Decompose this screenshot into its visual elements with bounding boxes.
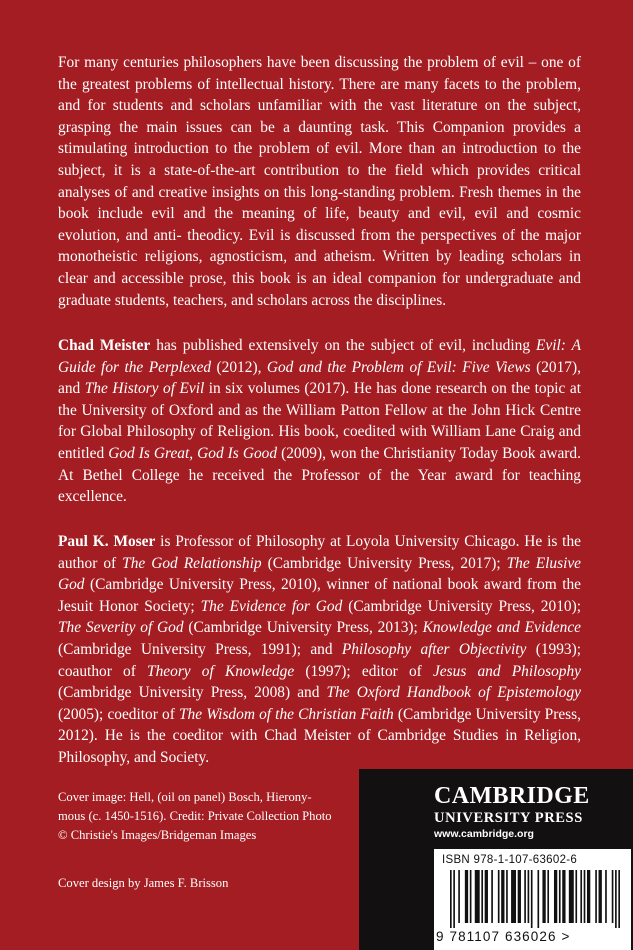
publisher-panel [359, 769, 633, 950]
barcode-bar [453, 870, 455, 928]
barcode-bar [498, 870, 500, 923]
author-name-moser: Paul K. Moser [58, 533, 156, 550]
barcode-icon [450, 870, 620, 928]
barcode-bar [618, 870, 620, 928]
barcode-panel [434, 849, 631, 950]
author-bio-meister: Chad Meister has published extensively on the subject of evil, including Evil: A Guide for the Perplexed (2012), God and the Problem of Evil: Five Views (2017), and The History of Evil in six volumes (2017). He has done research on the topic at the University of Oxford and as the William Patton Fellow at the John Hick Centre for Global Philosophy of Religion. His book, coedited with William Lane Craig and entitled God Is Great, God Is Good (2009), won the Christianity Today Book award. At Bethel College he received the Professor of the Year award for teaching excellence. [58, 337, 581, 506]
barcode-bar [501, 870, 504, 923]
barcode-bar [465, 870, 468, 923]
barcode-bar [537, 870, 539, 928]
barcode-bar [450, 870, 452, 928]
cover-design-credit: Cover design by James F. Brisson [58, 876, 229, 890]
author-name-meister: Chad Meister [58, 337, 151, 354]
barcode-bar [562, 870, 565, 923]
barcode-bar [475, 870, 480, 923]
barcode-bar [491, 870, 493, 923]
book-description: For many centuries philosophers have been discussing the problem of evil – one of the greatest problems of intellectual history. There are many facets to the problem, and for students and scholars unfamiliar with the vast literature on the subject, grasping the main issues can be a daunting task. This Companion provides a stimulating introduction to the problem of evil. More than an introduction to the subject, it is a state-of-the-art contribution to the field which provides critical analyses of and creative insights on this long-standing problem. Fresh themes in the book include evil and the meaning of life, beauty and evil, evil and cosmic evolution, and anti- theodicy. Evil is discussed from the perspectives of the major monotheistic religions, agnosticism, and atheism. Written by leading scholars in clear and accessible prose, this book is an ideal companion for undergraduate and graduate students, teachers, and scholars across the disciplines. [58, 54, 581, 309]
barcode-bar [542, 870, 545, 923]
barcode-bar [470, 870, 472, 923]
barcode-bar [511, 870, 516, 923]
barcode-bar [547, 870, 549, 923]
barcode-bar [458, 870, 460, 923]
barcode-bar [531, 870, 533, 928]
barcode-bar [615, 870, 617, 928]
barcode-bar [554, 870, 557, 923]
publisher-url: www.cambridge.org [434, 828, 534, 840]
cover-image-credit: Cover image: Hell, (oil on panel) Bosch, Hieronymous (c. 1450-1516). Credit: Private Collection Photo © Christie's Images/Bridgeman Images [58, 790, 332, 842]
barcode-bar [481, 870, 483, 923]
barcode-bar [575, 870, 577, 923]
barcode-bar [584, 870, 586, 923]
barcode-bar [605, 870, 607, 923]
barcode-bar [599, 870, 602, 923]
barcode-bar [559, 870, 561, 923]
publisher-name: CAMBRIDGE [434, 783, 590, 809]
barcode-bar [524, 870, 526, 923]
barcode-bar [587, 870, 590, 923]
barcode-bar [518, 870, 521, 923]
barcode-bar [485, 870, 488, 923]
publisher-press: UNIVERSITY PRESS [434, 810, 583, 826]
barcode-bar [595, 870, 597, 923]
barcode-bar [569, 870, 574, 923]
barcode-digits: 9 781107 636026 > [436, 929, 571, 944]
author-bio-moser: Paul K. Moser is Professor of Philosophy at Loyola University Chicago. He is the author of The God Relationship (Cambridge University Press, 2017); The Elusive God (Cambridge University Press, 2010), winner of national book award from the Jesuit Honor Society; The Evidence for God (Cambridge University Press, 2010); The Severity of God (Cambridge University Press, 2013); Knowledge and Evidence (Cambridge University Press, 1991); and Philosophy after Objectivity (1993); coauthor of Theory of Knowledge (1997); editor of Jesus and Philosophy (Cambridge University Press, 2008) and The Oxford Handbook of Epistemology (2005); coeditor of The Wisdom of the Christian Faith (Cambridge University Press, 2012). He is the coeditor with Chad Meister of Cambridge Studies in Religion, Philosophy, and Society. [58, 533, 582, 766]
barcode-bar [506, 870, 508, 923]
barcode-bar [612, 870, 614, 923]
barcode-bar [528, 870, 530, 923]
isbn-label: ISBN 978-1-107-63602-6 [442, 854, 578, 866]
barcode-bar [580, 870, 582, 923]
